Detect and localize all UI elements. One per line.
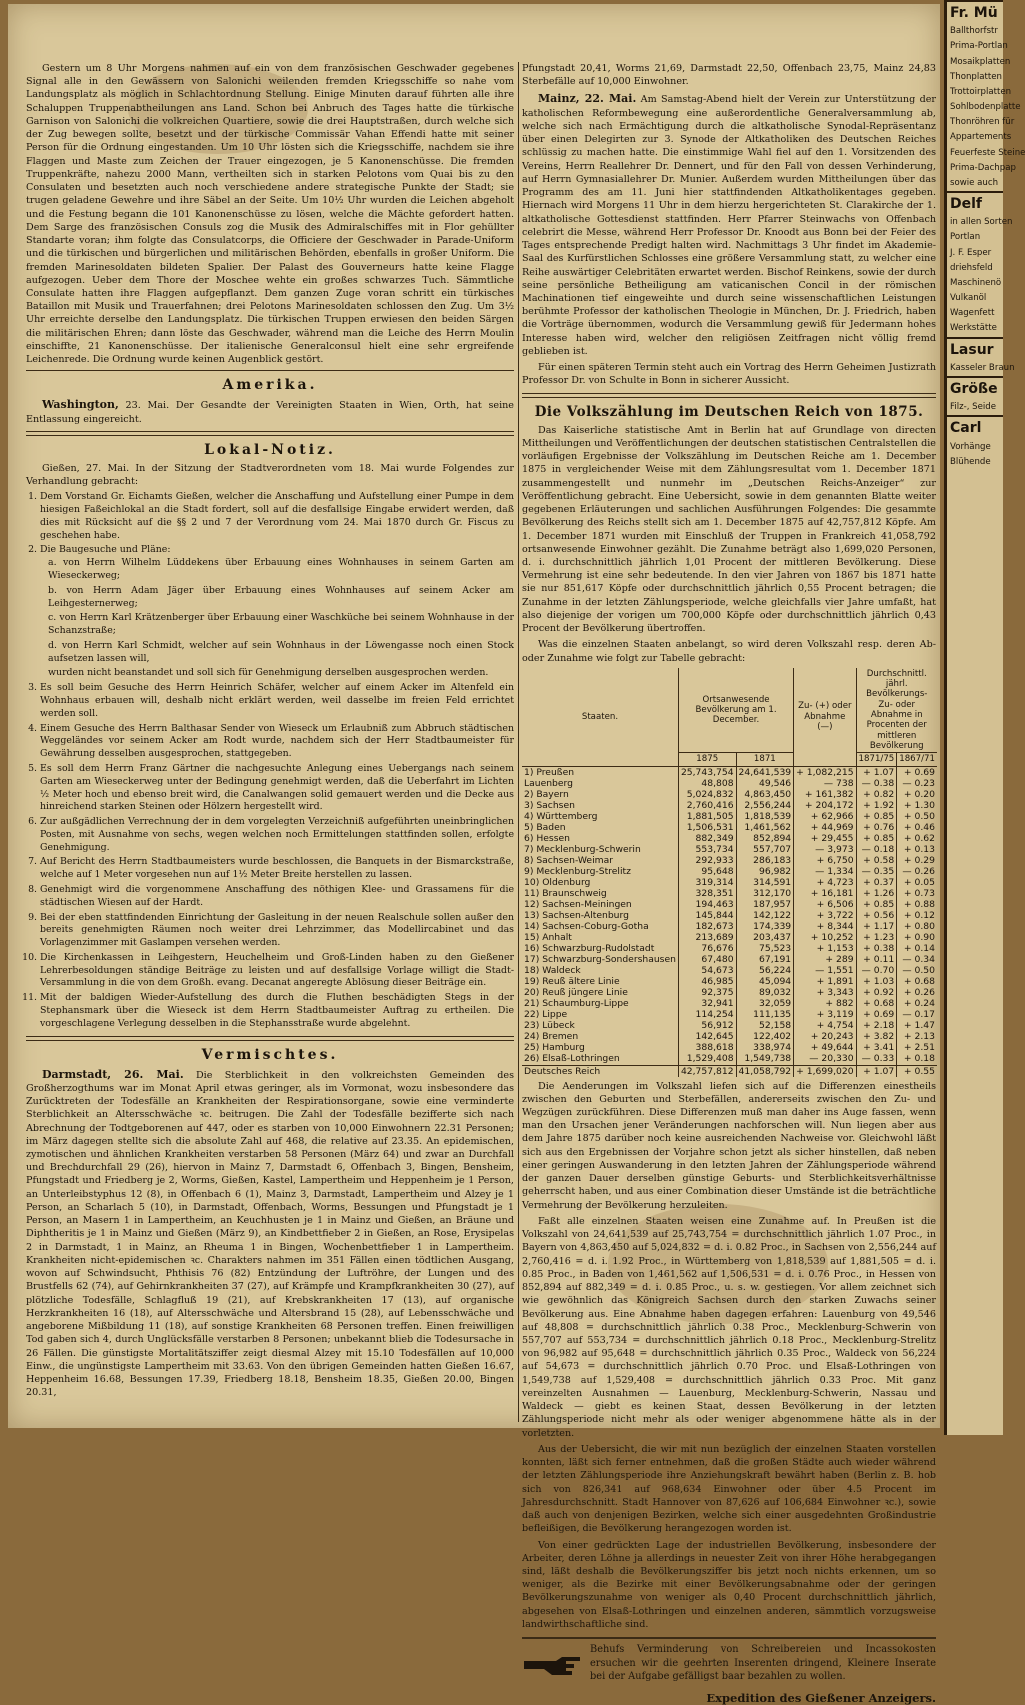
census-text-4: Faßt alle einzelnen Staaten weisen eine Zunahme auf. In Preußen ist die Volkszahl von 24,641,539 auf 25,743,754 = durchschnittlich jährlich 1.07 Proc., in Bayern von 4,863,450 auf 5,024,832 = d. i. 0.82 Proc., in Sachsen von 2,556,244 auf 2,760,416 = d. i. 1.92 Proc., in Württemberg von 1,818,539 auf 1,881,505 = d. i. 0.85 Proc., in Baden von 1,461,562 auf 1,506,531 = d. i. 0.76 Proc., in Hessen von 852,894 auf 882,349 = d. i. 0.85 Proc., u. s. w. gestiegen. Vor allem zeichnet sich wie gewöhnlich das Königreich Sachsen durch den starken Zuwachs seiner Bevölkerung aus. Eine Abnahme haben dagegen erfahren: Lauenburg von 49,546 auf 48,808 = durchschnittlich jährlich 0.38 Proc., Mecklenburg-Schwerin von 557,707 auf 553,734 = durchschnittlich jährlich 0.18 Proc., Mecklenburg-Strelitz von 96,982 auf 95,648 = durchschnittlich jährlich 0.35 Proc., Waldeck von 56,224 auf 54,673 = durchschnittlich jährlich 0.70 Proc. und Elsaß-Lothringen von 1,549,738 auf 1,529,408 = durchschnittlich jährlich 0.33 Proc. Mit ganz vereinzelten Ausnahmen — Lauenburg, Mecklenburg-Schwerin, Nassau und Waldeck — giebt es keinen Staat, dessen Bevölkerung in der letzten Zählungsperiode nicht mehr als oder weniger abgenommene hätte als in der vorletzten. (522, 1215, 936, 1439)
census-value: + 0.14 (903, 943, 935, 955)
census-value: 203,437 (736, 932, 794, 943)
census-value: + 0.62 (903, 832, 935, 844)
census-value: + 3.82 (856, 1031, 897, 1042)
census-value: 46,985 (678, 976, 736, 987)
census-row (522, 1020, 937, 1031)
census-value: 319,314 (678, 877, 736, 888)
section-rule (26, 431, 514, 436)
census-row (522, 811, 937, 822)
edge-ad-fragment: Filz-, Seide (950, 402, 997, 413)
lokal-item: 4. Einem Gesuche des Herrn Balthasar Sender von Wieseck um Erlaubniß zum Abbruch städtischen Weggeländes vor seinem Acker am Rodt wurde, nachdem sich der Herr Stadtbaumeister für Gewährung desselben ausgesprochen, stattgegeben. (40, 723, 514, 761)
census-value: 56,912 (678, 1020, 736, 1031)
edge-ad-fragment: Mosaikplatten (950, 56, 1011, 67)
census-value: 2,556,244 (736, 800, 794, 811)
census-value: 32,059 (736, 998, 794, 1009)
census-row (522, 888, 937, 899)
census-value: + 1.30 (903, 799, 935, 811)
census-value: 286,183 (736, 855, 794, 866)
edge-ad-fragment: Werkstätte (950, 323, 997, 334)
census-value: — 0.70 (856, 965, 897, 976)
census-value: + 0.38 (856, 943, 897, 954)
census-value: — 0.26 (902, 865, 935, 877)
census-body (522, 766, 937, 1076)
census-row (522, 877, 937, 888)
census-value: 41,058,792 (736, 1065, 794, 1077)
edge-ad-fragment: Wagenfett (950, 308, 995, 319)
census-state: 14) Sachsen-Coburg-Gotha (522, 921, 678, 932)
lokal-item: 1. Dem Vorstand Gr. Eichamts Gießen, welcher die Anschaffung und Aufstellung einer Pumpe in dem hiesigen Faßeichlokal an die Stadt fordert, soll auf die desfallsige Eingabe erwidert werden, daß dies mit Rücksicht auf die §§ 2 und 7 der Verordnung vom 24. Mai 1870 durch Gr. Fiscus zu geschehen habe. (40, 491, 514, 542)
census-value: + 29,455 (794, 833, 856, 844)
census-text-1: Das Kaiserliche statistische Amt in Berlin hat auf Grundlage von directen Mittheilungen und Veröffentlichungen der deutschen statistischen Centralstellen die vorläufigen Ergebnisse der Volkszählung im Deutschen Reiche am 1. December 1875 in vergleichender Weise mit dem Zählungsresultat vom 1. December 1871 zusammengestellt und nunmehr im „Deutschen Reichs-Anzeiger“ zur Veröffentlichung gebracht. Eine Uebersicht, sowie in dem genannten Blatte weiter gegebenen Erläuterungen und sachlichen Ausführungen Folgendes: Die gesammte Bevölkerung des Reichs stellt sich am 1. December 1875 auf 42,757,812 Köpfe. Am 1. December 1871 wurden mit Einschluß der Truppen in Frankreich 41,058,792 ortsanwesende Einwohner gezählt. Die Zunahme beträgt also 1,699,020 Personen, d. i. durchschnittlich jährlich 1,01 Procent der mittleren Bevölkerung. Diese Vermehrung ist eine sehr bedeutende. In den vier Jahren von 1867 bis 1871 hatte sie nur 851,617 Köpfe oder durchschnittlich jährlich 0,55 Procent betragen; die Zunahme in der letzten Zählungsperiode, welche gleichfalls vier Jahre umfaßt, hat also diejenige der vorigen um 700,000 Köpfe oder durchschnittlich jährlich 0,43 Procent der Bevölkerung übertroffen. (522, 424, 936, 635)
census-value: + 20,243 (794, 1031, 856, 1042)
col-header-1871-75: 1871/75 (856, 753, 897, 766)
census-value: 75,523 (736, 943, 794, 954)
census-state: 19) Reuß ältere Linie (522, 976, 678, 987)
census-value: + 0.85 (856, 833, 897, 844)
census-value: 312,170 (736, 888, 794, 899)
census-value: + 1,082,215 (794, 766, 856, 778)
census-state: 7) Mecklenburg-Schwerin (522, 844, 678, 855)
census-value: — 20,330 (794, 1053, 856, 1065)
census-state: 22) Lippe (522, 1009, 678, 1020)
census-value: + 4,723 (794, 877, 856, 888)
census-value: + 0.37 (856, 877, 897, 888)
census-value: + 1.23 (856, 932, 897, 943)
adjacent-page-edge (944, 0, 1025, 1435)
mainz-text: Am Samstag-Abend hielt der Verein zur Unterstützung der katholischen Reformbewegung eine außerordentliche Generalversammlung ab, welche sich nach Ermächtigung durch die altkatholische Synodal-Repräsentanz über einen Delegirten zur 3. Synode der Altkatholiken des Deutschen Reiches schlüssig zu machen hatte. Die einstimmige Wahl fiel auf den 1. Vorsitzenden des Vereins, Herrn Reallehrer Dr. Dennert, und für den Fall von dessen Verhinderung, auf Herrn Gymnasiallehrer Dr. Munier. Außerdem wurden Mittheilungen über das Programm des am 11. Juni hier stattfindenden Altkatholikentages gegeben. Hiernach wird Morgens 11 Uhr in dem hierzu hergerichteten St. Clarakirche der 1. altkatholische Gottesdienst stattfinden. Herr Pfarrer Steinwachs von Offenbach celebrirt die Messe, während Herr Professor Dr. Knoodt aus Bonn bei der Feier des Tages entsprechende Predigt halten wird. Nachmittags 3 Uhr findet im Akademie-Saal des Kurfürstlichen Schlosses eine größere Versammlung statt, zu welcher eine Reihe auswärtiger Celebritäten erwartet werden. Bischof Reinkens, sowie der durch seine persönliche Betheiligung am vaticanischen Concil in der römischen Machinationen tief eingeweihte und durch seine wissenschaftlichen Leistungen berühmte Professor der katholischen Theologie in München, Dr. J. Friedrich, haben die Vorträge übernommen, wodurch die Versammlung gewiß für Jedermann hohes Interesse haben wird, welcher den religiösen Zeitfragen nicht völlig fremd geblieben ist. (522, 94, 936, 357)
census-value: 32,941 (678, 998, 736, 1009)
census-value: + 0.85 (856, 811, 897, 822)
census-value: + 3,722 (794, 910, 856, 921)
census-value: + 1.07 (856, 766, 897, 778)
census-state: 10) Oldenburg (522, 877, 678, 888)
col-header-average: Durchschnittl. jährl. Bevölkerungs- Zu- oder Abnahme in Procenten der mittleren Bevölkerung (856, 668, 937, 753)
census-value: + 882 (794, 998, 856, 1009)
notice-body (590, 1643, 936, 1687)
section-rule (26, 370, 514, 371)
edge-ad-fragment: Fr. Mü (947, 0, 1003, 24)
census-value: 328,351 (678, 888, 736, 899)
salonichi-article: Gestern um 8 Uhr Morgens nahmen auf ein von dem französischen Geschwader gegebenes Signal alle in den Gewässern von Salonichi weilenden fremden Kriegsschiffe so nahe vom Landungsplatz als möglich in Schlachtordnung Stellung. Einige Minuten darauf führten alle ihre Schaluppen Truppenabtheilungen ans Land. Schon bei Anbruch des Tages hatte die türkische Garnison von Salonichi die volkreichen Quartiere, sowie die drei Hauptstraßen, durch welche sich der Zug bewegen sollte, besetzt und der türkische Commissär Vahan Effendi hatte mit seiner Person für die Ordnung eingestanden. Um 10 Uhr lösten sich die Kriegsschiffe, nachdem sie ihre Flaggen und Maste zum Zeichen der Trauer eingezogen, je 5 Kanonenschüsse. Die fremden Truppenkräfte, nahezu 2000 Mann, vertheilten sich in starken Pelotons vom Quai bis zu den Consulaten und besetzten auch noch verschiedene andere strategische Punkte der Stadt; sie trugen geladene Gewehre und ihre Säbel an der Seite. Um 10½ Uhr wurden die Leichen abgeholt und die Festung begann die 101 Kanonenschüsse zu lösen, welche die Mächte gefordert hatten. Dem Sarge des französischen Consuls zog die Musik des Admiralschiffes mit in Flor gehüllter Standarte voran; ihm folgte das Consulatcorps, die Officiere der Geschwader in Parade-Uniform und die türkischen und bürgerlichen und militärischen Behörden, ebenfalls in großer Uniform. Die fremden Marinesoldaten bildeten Spalier. Der Palast des Gouverneurs hatte keine Flagge aufgezogen. Ueber dem Thore der Moschee wehte ein großes schwarzes Tuch. Sämmtliche Consulate hatten ihre Flaggen aufgepflanzt. Dem ganzen Zuge voran schritt ein türkisches Bataillon mit Musik und Trauerfahnen; drei Pelotons Marinesoldaten schlossen den Zug. Um 3½ Uhr erreichte derselbe den Landungsplatz. Die türkischen Truppen erwiesen den beiden Särgen die militärischen Ehren; dann löste das Geschwader, während man die Leiche des Herrn Moulin einschiffte, 21 Kanonenschüsse. Der italienische Generalconsul hielt eine sehr ergreifende Leichenrede. Die Ordnung wurde keinen Augenblick gestört. (26, 63, 514, 366)
census-row (522, 1053, 937, 1065)
census-value: + 0.55 (897, 1065, 937, 1077)
census-value: + 44,969 (794, 822, 856, 833)
edge-ad-fragment: sowie auch (950, 177, 999, 188)
census-value: + 204,172 (794, 800, 856, 811)
mainz-article (522, 91, 936, 358)
census-state: 6) Hessen (522, 833, 678, 844)
census-value: + 4,754 (794, 1020, 856, 1031)
vermischtes-text: Die Sterblichkeit in den volkreichsten Gemeinden des Großherzogthums war im Monat April etwas geringer, als im Vormonat, wozu insbesondere das Zurücktreten der Todesfälle an Krankheiten der Respirationsorgane, sowie eine verminderte Sterblichkeit an Altersschwäche ꝛc. beitrugen. Die Zahl der Todesfälle bezifferte sich nach Abrechnung der Todtgeborenen auf 447, oder es starben von 10,000 Einwohnern 22.31 Personen; im März dagegen stellte sich die absolute Zahl auf 468, die relative auf 23.35. An epidemischen, zymotischen und ähnlichen Krankheiten verstarben 58 Personen (März 64) und zwar an Durchfall und Brechdurchfall 29 (26), hiervon in Mainz 7, Darmstadt 6, Offenbach 3, Bingen, Bensheim, Pfungstadt und Friedberg je 2, Worms, Gießen, Kastel, Lampertheim und Heppenheim je 1 Person, an Unterleibstyphus 12 (8), in Offenbach 6 (1), Mainz 3, Darmstadt, Lampertheim und Alzey je 1 Person, an Scharlach 5 (10), in Darmstadt, Offenbach, Worms, Bessungen und Pfungstadt je 1 Person, an Masern 1 in Lampertheim, an Keuchhusten je 1 in Mainz und Gießen, an Bräune und Diphtheritis je 1 in Mainz und Gießen (März 9), an Kindbettfieber 2 in Gießen, an Rose, Erysipelas 2 in Darmstadt, 1 in Mainz, an Rheuma 1 in Bingen, Wochenbettfieber 1 in Lampertheim. Krankheiten nicht-epidemischen ꝛc. Charakters nahmen im 351 Fällen einen tödtlichen Ausgang, wovon auf Schwindsucht, Phthisis 76 (82) Entzündung der Luftröhre, der Lungen und des Brustfells 62 (74), auf Gehirnkrankheiten 37 (27), auf Krämpfe und Krampfkrankheiten 30 (27), auf plötzliche Todesfälle, Schlagfluß 19 (21), auf Krebskrankheiten 17 (13), auf organische Herzkrankheiten 16 (18), auf Altersschwäche und Altersbrand 15 (28), auf Lebensschwäche und angeborene Mißbildung 11 (18), auf sonstige Krankheiten 68 Personen treffen. Einen freiwilligen Tod gaben sich 4, durch Unglücksfälle verstarben 8 Personen; unbekannt blieb die Todesursache in 26 Fällen. Die günstigste Mortalitätsziffer zeigt diesmal Alzey mit 15.10 Todesfällen auf 10,000 Einw., die ungünstigste Lampertheim mit 33.63. Von den übrigen Gemeinden hatten Gießen 16.67, Heppenheim 16.68, Bessungen 17.39, Friedberg 18.18, Bensheim 18.35, Gießen 20.00, Bingen 20.31, (26, 1069, 514, 1399)
census-value: 1,818,539 (736, 811, 794, 822)
census-value: + 1,699,020 (794, 1065, 856, 1077)
census-value: + 49,644 (794, 1042, 856, 1053)
amerika-heading: Amerika. (222, 377, 318, 394)
census-state: 26) Elsaß-Lothringen (522, 1053, 678, 1065)
edge-ad-fragment: Delf (947, 191, 1003, 215)
census-value: 114,254 (678, 1009, 736, 1020)
edge-ad-fragment: Carl (947, 415, 1003, 439)
edge-ad-fragment: Trottoirplatten (950, 86, 1012, 97)
census-value: 67,191 (736, 954, 794, 965)
lokal-item: 10. Die Kirchenkassen in Leihgestern, Heuchelheim und Groß-Linden haben zu den Gießener Lehrerbesoldungen ständige Beiträge zu leisten und auf desfallsige Vorlage willigt die Stadt-Versammlung in die von dem Großh. evang. Decanat angeregte Ablösung dieser Beiträge ein. (40, 952, 514, 990)
lokal-item: 9. Bei der eben stattfindenden Einrichtung der Gasleitung in der neuen Realschule sollen außer den bereits genehmigten Räumen noch weiter drei Lehrzimmer, das Modellircabinet und das Vorlagenzimmer mit Gaslampen versehen werden. (40, 912, 514, 950)
census-state: 3) Sachsen (522, 800, 678, 811)
census-row (522, 800, 937, 811)
census-row (522, 866, 937, 877)
census-state: Deutsches Reich (522, 1065, 678, 1077)
census-value: + 0.26 (903, 987, 935, 999)
census-value: + 3,343 (794, 987, 856, 998)
census-value: 92,375 (678, 987, 736, 998)
census-value: 25,743,754 (678, 766, 736, 778)
census-value: — 0.23 (902, 777, 935, 789)
census-state: 2) Bayern (522, 789, 678, 800)
census-state: 24) Bremen (522, 1031, 678, 1042)
census-state: 23) Lübeck (522, 1020, 678, 1031)
census-value: 45,094 (736, 976, 794, 987)
newspaper-page (8, 4, 940, 1705)
census-row (522, 910, 937, 921)
right-column (522, 62, 936, 1705)
census-row (522, 1042, 937, 1053)
lokal-item: 7. Auf Bericht des Herrn Stadtbaumeisters wurde beschlossen, die Banquets in der Bismarckstraße, welche auf 1 Meter vorgesehen nun auf 1½ Meter Breite herstellen zu lassen. (40, 856, 514, 882)
census-value: 1,506,531 (678, 822, 736, 833)
census-text-2: Was die einzelnen Staaten anbelangt, so wird deren Volkszahl resp. deren Ab- oder Zunahme wie folgt zur Tabelle gebracht: (522, 639, 936, 664)
lokal-subitem: d. von Herrn Karl Schmidt, welcher auf sein Wohnhaus in der Löwengasse noch einen Stock aufsetzen lassen will, (48, 639, 514, 664)
notice-text: Behufs Verminderung von Schreibereien und Incassokosten ersuchen wir die geehrten Inserenten dringend, Kleinere Inserate bei der Aufgabe gefälligst baar bezahlen zu wollen. (590, 1644, 936, 1683)
pointing-hand-icon (522, 1651, 582, 1679)
census-value: 852,894 (736, 833, 794, 844)
census-state: 15) Anhalt (522, 932, 678, 943)
census-value: 52,158 (736, 1020, 794, 1031)
edge-ad-fragment: in allen Sorten (950, 217, 1013, 228)
census-value: 174,339 (736, 921, 794, 932)
census-state: 1) Preußen (522, 766, 678, 778)
census-value: + 1.17 (856, 921, 897, 932)
census-row (522, 998, 937, 1009)
census-value: 48,808 (678, 778, 736, 789)
census-row (522, 766, 937, 778)
census-value: 5,024,832 (678, 789, 736, 800)
col-header-population: Ortsanwesende Bevölkerung am 1. December. (678, 668, 793, 753)
census-row (522, 954, 937, 965)
lokal-subitem: a. von Herrn Wilhelm Lüddekens über Erbauung eines Wohnhauses in seinem Garten am Wieseckerweg; (48, 557, 514, 582)
census-text-6: Von einer gedrückten Lage der industriellen Bevölkerung, insbesondere der Arbeiter, deren Löhne ja allerdings in neuester Zeit von ihrer Höhe herabgegangen sind, läßt deshalb die Bevölkerungsziffer bis jetzt noch nichts erkennen, um so weniger, als die Bezirke mit einer Bevölkerungsabnahme oder der geringen Bevölkerungszunahme von weniger als 0,40 Procent durchschnittlich jährlich, abgesehen von Elsaß-Lothringen und einzelnen anderen, sämmtlich vorzugsweise landwirthschaftliche sind. (522, 1539, 936, 1630)
census-state: 4) Württemberg (522, 811, 678, 822)
vermischtes-heading: Vermischtes. (201, 1046, 339, 1063)
expedition-signature: Expedition des Gießener Anzeigers. (706, 1690, 936, 1705)
census-value: + 0.69 (856, 1009, 897, 1020)
edge-ad-fragment: Prima-Portlan (950, 41, 1008, 52)
census-value: — 0.34 (902, 954, 935, 966)
census-value: 292,933 (678, 855, 736, 866)
census-value: + 0.69 (903, 766, 935, 778)
census-state: Lauenberg (522, 778, 678, 789)
census-value: + 0.12 (903, 910, 935, 922)
census-value: + 0.18 (903, 1053, 935, 1065)
census-value: + 6,506 (794, 899, 856, 910)
edge-ad-fragment: Sohlbodenplatte (950, 102, 1021, 113)
census-value: + 2.51 (903, 1042, 935, 1054)
census-value: + 0.73 (903, 888, 935, 899)
census-value: + 3.41 (856, 1042, 897, 1053)
census-text-3: Die Aenderungen im Volkszahl liefen sich auf die Differenzen einestheils zwischen den Geburten und Sterbefällen, andererseits zwischen den Zu- und Wegzügen zurückführen. Diese Differenzen muß man daher ins Auge fassen, wenn man den Ursachen jener Veränderungen nachforschen will. Nun liegen aber aus dem Jahre 1875 darüber noch keine ausreichenden Nachweise vor. Gleichwohl läßt sich aus den Ergebnissen der Vorjahre schon jetzt als sicher hinstellen, daß neben einer geringen Auswanderung in den letzten Jahren der Zählungsperiode während der ganzen Dauer derselben günstige Geburts- und Sterblichkeitsverhältnisse geherrscht haben, und aus einer Combination dieser Umstände ist die beträchtliche Vermehrung der Bevölkerung herzuleiten. (522, 1080, 936, 1211)
census-state: 9) Mecklenburg-Strelitz (522, 866, 678, 877)
census-value: 56,224 (736, 965, 794, 976)
census-value: + 0.46 (903, 821, 935, 833)
census-value: + 0.50 (903, 810, 935, 822)
left-column (26, 62, 514, 1422)
census-value: + 161,382 (794, 789, 856, 800)
census-value: 187,957 (736, 899, 794, 910)
census-value: + 1,153 (794, 943, 856, 954)
edge-ad-fragment: Lasur (947, 337, 1003, 361)
amerika-dateline: Washington, (42, 398, 119, 412)
census-total-row (522, 1065, 937, 1077)
census-value: + 0.05 (903, 876, 935, 888)
census-value: 1,529,408 (678, 1053, 736, 1065)
census-value: + 0.68 (856, 998, 897, 1009)
census-value: — 0.50 (902, 965, 935, 977)
census-value: 1,549,738 (736, 1053, 794, 1065)
census-value: + 1.92 (856, 800, 897, 811)
amerika-article (26, 397, 514, 425)
census-row (522, 921, 937, 932)
census-value: + 2.18 (856, 1020, 897, 1031)
vermischtes-article (26, 1067, 514, 1400)
census-value: + 0.76 (856, 822, 897, 833)
census-value: + 1.26 (856, 888, 897, 899)
payment-notice (522, 1637, 936, 1687)
census-value: — 0.33 (856, 1053, 897, 1065)
census-value: 553,734 (678, 844, 736, 855)
adjacent-page-ads (947, 0, 1025, 470)
census-value: + 0.92 (856, 987, 897, 998)
lokal-list (26, 491, 514, 1030)
lokal-heading: Lokal-Notiz. (204, 441, 336, 458)
census-state: 17) Schwarzburg-Sondershausen (522, 954, 678, 965)
census-value: + 0.20 (903, 788, 935, 800)
census-state: 20) Reuß jüngere Linie (522, 987, 678, 998)
census-value: 95,648 (678, 866, 736, 877)
lokal-item: 3. Es soll beim Gesuche des Herrn Heinrich Schäfer, welcher auf einem Acker im Altenfeld ein Wohnhaus erbauen will, deshalb nicht erklärt werden, weil dasselbe im freien Feld errichtet werden soll. (40, 682, 514, 720)
amerika-text: 23. Mai. Der Gesandte der Vereinigten Staaten in Wien, Orth, hat seine Entlassung eingereicht. (26, 400, 514, 425)
edge-ad-fragment: Feuerfeste Steine (950, 147, 1025, 158)
census-value: + 0.85 (856, 899, 897, 910)
census-value: + 3,119 (794, 1009, 856, 1020)
census-value: 557,707 (736, 844, 794, 855)
census-row (522, 789, 937, 800)
census-value: 142,645 (678, 1031, 736, 1042)
column-rule (518, 62, 519, 1422)
census-value: 213,689 (678, 932, 736, 943)
edge-ad-fragment: Thonplatten (950, 71, 1002, 82)
census-state: 13) Sachsen-Altenburg (522, 910, 678, 921)
mainz-article-2: Für einen späteren Termin steht auch ein Vortrag des Herrn Geheimen Justizrath Professor Dr. von Schulte in Bonn in sicherer Aussicht. (522, 362, 936, 387)
census-state: 11) Braunschweig (522, 888, 678, 899)
census-value: + 0.13 (903, 843, 935, 855)
census-state: 12) Sachsen-Meiningen (522, 899, 678, 910)
census-value: + 0.24 (903, 998, 935, 1010)
census-value: 24,641,539 (736, 766, 794, 778)
lokal-sublist (48, 557, 514, 680)
edge-ad-fragment: Portlan (950, 232, 981, 243)
census-value: + 1.07 (856, 1065, 897, 1077)
census-value: 1,881,505 (678, 811, 736, 822)
edge-ad-fragment: Thonröhren für (950, 117, 1015, 128)
lokal-item: 5. Es soll dem Herrn Franz Gärtner die nachgesuchte Anlegung eines Uebergangs nach seinem Garten am Wieseckerweg unter der Bedingung genehmigt werden, daß die Ueberfahrt im Lichten ½ Meter hoch und ebenso breit wird, die Canalwangen solid gemauert werden und die Decke aus hinreichend starken Steinen oder Hölzern hergestellt wird. (40, 763, 514, 814)
lokal-item: 6. Zur außgädlichen Verrechnung der in dem vorgelegten Verzeichniß aufgeführten uneinbringlichen Posten, mit Ausnahme von sechs, wegen welchen noch Ermittelungen stattfinden sollen, erfolgte Genehmigung. (40, 816, 514, 854)
census-value: 145,844 (678, 910, 736, 921)
census-value: + 10,252 (794, 932, 856, 943)
section-rule (522, 393, 936, 398)
edge-ad-fragment: Maschinenö (950, 277, 1002, 288)
census-value: + 0.29 (903, 854, 935, 866)
census-value: — 0.17 (902, 1009, 935, 1021)
census-value: + 62,966 (794, 811, 856, 822)
lokal-intro: Gießen, 27. Mai. In der Sitzung der Stadtverordneten vom 18. Mai wurde Folgendes zur Verhandlung gebracht: (26, 462, 514, 488)
census-value: — 738 (794, 778, 856, 789)
census-row (522, 965, 937, 976)
census-value: + 289 (794, 954, 856, 965)
census-value: 4,863,450 (736, 789, 794, 800)
census-state: 5) Baden (522, 822, 678, 833)
census-value: 89,032 (736, 987, 794, 998)
col-header-change: Zu- (+) oder Abnahme (—) (794, 668, 856, 766)
census-value: 388,618 (678, 1042, 736, 1053)
mortality-continuation: Pfungstadt 20,41, Worms 21,69, Darmstadt 22,50, Offenbach 23,75, Mainz 24,83 Sterbefälle auf 10,000 Einwohner. (522, 63, 936, 88)
census-value: + 0.82 (856, 789, 897, 800)
lokal-subitem: b. von Herrn Adam Jäger über Erbauung eines Wohnhauses auf seinem Acker am Leihgesternerweg; (48, 584, 514, 609)
census-value: 67,480 (678, 954, 736, 965)
edge-ad-fragment: Kasseler Braun (950, 362, 1015, 373)
census-row (522, 899, 937, 910)
mainz-dateline: Mainz, 22. Mai. (538, 92, 637, 106)
col-header-1871: 1871 (736, 753, 794, 766)
census-value: + 0.80 (903, 921, 935, 933)
census-row (522, 844, 937, 855)
census-value: + 2.13 (903, 1031, 935, 1043)
census-value: 42,757,812 (678, 1065, 736, 1077)
census-row (522, 855, 937, 866)
census-value: — 1,334 (794, 866, 856, 877)
census-heading: Die Volkszählung im Deutschen Reich von 1875. (534, 403, 924, 420)
census-value: 314,591 (736, 877, 794, 888)
census-value: 122,402 (736, 1031, 794, 1042)
census-state: 21) Schaumburg-Lippe (522, 998, 678, 1009)
census-row (522, 1031, 937, 1042)
census-row (522, 987, 937, 998)
census-value: + 0.58 (856, 855, 897, 866)
col-header-staaten: Staaten. (522, 668, 678, 766)
census-value: 96,982 (736, 866, 794, 877)
census-value: + 0.11 (856, 954, 897, 965)
edge-ad-fragment: Vulkanöl (950, 293, 987, 304)
lokal-subitem: c. von Herrn Karl Krätzenberger über Erbauung einer Waschküche bei seinem Wohnhause in der Schanzstraße; (48, 612, 514, 637)
census-row (522, 822, 937, 833)
census-row (522, 1009, 937, 1020)
census-value: 882,349 (678, 833, 736, 844)
census-value: 1,461,562 (736, 822, 794, 833)
col-header-1867-71: 1867/71 (897, 753, 937, 766)
census-value: 49,546 (736, 778, 794, 789)
census-state: 18) Waldeck (522, 965, 678, 976)
lokal-item: 8. Genehmigt wird die vorgenommene Anschaffung des nöthigen Klee- und Grassamens für die städtischen Wiesen auf der Hardt. (40, 884, 514, 910)
vermischtes-dateline: Darmstadt, 26. Mai. (42, 1067, 184, 1081)
section-rule (26, 1036, 514, 1041)
lokal-subitem: wurden nicht beanstandet und soll sich für Genehmigung derselben ausgesprochen werden. (48, 667, 489, 679)
census-value: + 16,181 (794, 888, 856, 899)
census-row (522, 943, 937, 954)
edge-ad-fragment: J. F. Esper (950, 247, 992, 258)
census-value: 182,673 (678, 921, 736, 932)
edge-ad-fragment: Größe (947, 376, 1003, 400)
census-value: + 6,750 (794, 855, 856, 866)
census-value: + 1.47 (903, 1020, 935, 1032)
census-value: — 0.38 (856, 778, 897, 789)
census-value: + 8,344 (794, 921, 856, 932)
census-value: 54,673 (678, 965, 736, 976)
census-value: + 0.68 (903, 976, 935, 988)
census-value: 111,135 (736, 1009, 794, 1020)
census-value: + 0.56 (856, 910, 897, 921)
census-value: 338,974 (736, 1042, 794, 1053)
edge-ad-fragment: Ballthorfstr (950, 26, 998, 37)
census-table (522, 668, 937, 1077)
edge-ad-fragment: Vorhänge (950, 441, 991, 452)
census-value: + 1.03 (856, 976, 897, 987)
census-value: — 3,973 (794, 844, 856, 855)
census-state: 25) Hamburg (522, 1042, 678, 1053)
lokal-item: 11. Mit der baldigen Wieder-Aufstellung des durch die Fluthen beschädigten Stegs in der Stephansmark über die Wieseck ist dem Herrn Stadtbaumeister Auftrag zu ertheilen. Die vorgeschlagene Verlegung desselben in die Stephansstraße wurde abgelehnt. (40, 992, 514, 1030)
edge-ad-fragment: Prima-Dachpap (950, 162, 1016, 173)
lokal-item (40, 544, 514, 680)
col-header-1875: 1875 (678, 753, 736, 766)
census-value: + 0.88 (903, 899, 935, 911)
census-state: 8) Sachsen-Weimar (522, 855, 678, 866)
census-row (522, 932, 937, 943)
census-value: 194,463 (678, 899, 736, 910)
census-value: — 0.18 (856, 844, 897, 855)
census-value: 76,676 (678, 943, 736, 954)
census-row (522, 976, 937, 987)
census-value: 142,122 (736, 910, 794, 921)
census-value: — 1,551 (794, 965, 856, 976)
census-row (522, 833, 937, 844)
census-state: 16) Schwarzburg-Rudolstadt (522, 943, 678, 954)
census-text-5: Aus der Uebersicht, die wir mit nun bezüglich der einzelnen Staaten vorstellen konnten, läßt sich ferner entnehmen, daß die großen Städte auch wieder während der letzten Zählungsperiode ihre Anziehungskraft bewährt haben (Berlin z. B. hob sich von 826,341 auf 968,634 Einwohner oder über 4.5 Procent im Jahresdurchschnitt. Stadt Hannover von 87,626 auf 106,684 Einwohner ꝛc.), sowie daß auch von denjenigen Bezirken, welche sich einer ausgedehnten Großindustrie befleißigen, die Bevölkerung herangezogen worden ist. (522, 1443, 936, 1535)
edge-ad-fragment: Appartements (950, 132, 1012, 143)
census-value: + 1,891 (794, 976, 856, 987)
edge-ad-fragment: driehsfeld (950, 262, 993, 273)
census-value: + 0.90 (903, 932, 935, 944)
census-value: 2,760,416 (678, 800, 736, 811)
lokal-item-text: Die Baugesuche und Pläne: (40, 544, 171, 556)
edge-ad-fragment: Blühende (950, 456, 991, 467)
census-row (522, 778, 937, 789)
census-value: — 0.35 (856, 866, 897, 877)
